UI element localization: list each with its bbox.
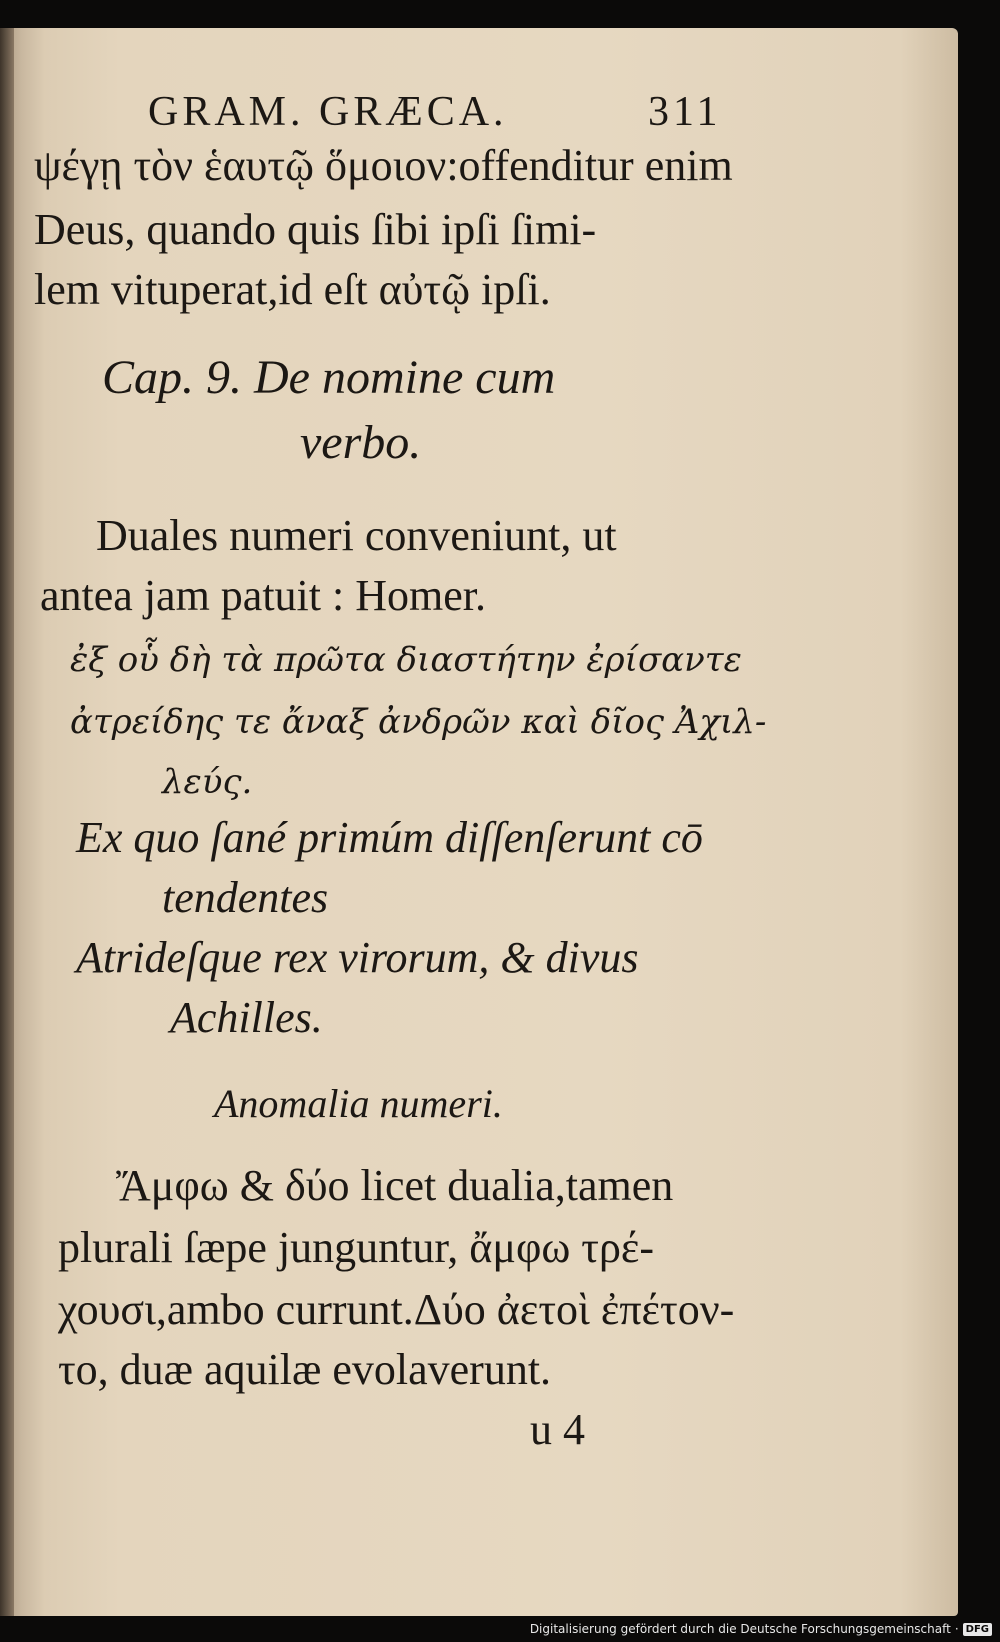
greek-quote-line: ἐξ οὗ δὴ τὰ πρῶτα διαστήτην ἐρίσαντε [70,640,742,680]
text-line: ψέγῃ τὸν ἑαυτῷ ὅμοιον:offenditur enim [34,141,733,190]
text-line: Ἄμφω & δύο licet dualia,tamen [116,1161,674,1210]
translation-line: tendentes [162,873,329,922]
translation-line: Ex quo ſané primúm diſſenſerunt cō [76,813,703,862]
text-line: plurali ſæpe junguntur, ἄμφω τρέ- [58,1223,655,1272]
text-line: Duales numeri conveniunt, ut [96,511,617,560]
text-line: το, duæ aquilæ evolaverunt. [58,1345,552,1394]
text-line: antea jam patuit : Homer. [40,571,486,620]
signature-mark: u 4 [530,1405,585,1454]
chapter-heading: verbo. [300,416,422,469]
running-title: GRAM. GRÆCA. [148,89,508,135]
credit-text: Digitalisierung gefördert durch die Deutsche Forschungsgemeinschaft [529,1622,951,1636]
translation-line: Atrideſque rex virorum, & divus [76,933,639,982]
text-line: Deus, quando quis ſibi ipſi ſimi- [34,205,597,254]
section-subheading: Anomalia numeri. [214,1081,503,1126]
text-line: lem vituperat,id eſt αὐτῷ ipſi. [34,265,551,314]
credit-separator: · [954,1622,959,1636]
greek-quote-line: ἀτρείδης τε ἄναξ ἀνδρῶν καὶ δῖος Ἀχιλ- [70,702,767,742]
greek-quote-line: λεύς. [162,762,253,802]
dfg-logo: DFG [963,1623,992,1636]
digitization-credit [530,1622,992,1636]
text-line: χουσι,ambo currunt.Δύο ἀετοὶ ἐπέτον- [58,1285,735,1334]
page-number: 311 [648,89,722,135]
translation-line: Achilles. [170,993,323,1042]
chapter-heading: Cap. 9. De nomine cum [102,351,556,404]
page-gutter [0,28,14,1616]
